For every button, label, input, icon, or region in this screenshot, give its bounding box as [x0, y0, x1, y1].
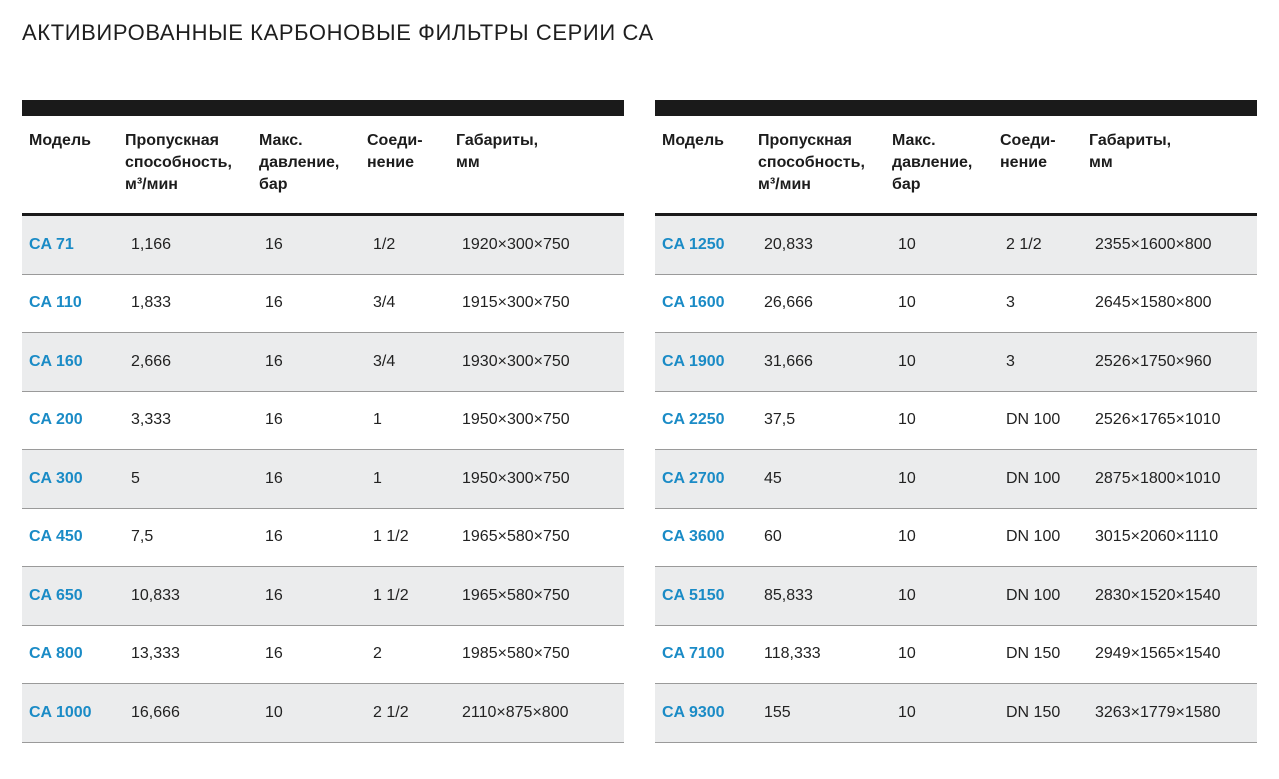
connection-cell: 1	[373, 469, 382, 487]
model-cell: CA 200	[29, 411, 83, 429]
connection-cell: DN 100	[1006, 469, 1061, 487]
flow-cell: 37,5	[764, 411, 796, 429]
flow-cell: 31,666	[764, 352, 813, 370]
connection-cell: DN 100	[1006, 411, 1061, 429]
header-connection: Соеди- нение	[367, 132, 423, 171]
connection-cell: 1 1/2	[373, 528, 409, 546]
connection-cell: 2 1/2	[373, 703, 409, 721]
dimensions-cell: 2526×1765×1010	[1095, 411, 1221, 429]
table-row	[22, 450, 624, 509]
flow-cell: 60	[764, 528, 782, 546]
flow-cell: 3,333	[131, 411, 172, 429]
specs-table-left	[22, 100, 624, 743]
table-row	[22, 216, 624, 275]
pressure-cell: 10	[898, 586, 916, 604]
table-row	[22, 626, 624, 685]
table-row	[655, 509, 1257, 568]
model-cell: CA 9300	[662, 703, 725, 721]
flow-cell: 13,333	[131, 645, 180, 663]
flow-cell: 5	[131, 469, 140, 487]
dimensions-cell: 3015×2060×1110	[1095, 528, 1219, 546]
flow-cell: 1,166	[131, 235, 172, 253]
dimensions-cell: 3263×1779×1580	[1095, 703, 1221, 721]
model-cell: CA 1900	[662, 352, 725, 370]
header-model: Модель	[662, 132, 724, 149]
table-row	[655, 450, 1257, 509]
table-row	[22, 567, 624, 626]
model-cell: CA 2700	[662, 469, 725, 487]
table-row	[655, 626, 1257, 685]
header-dimensions: Габариты, мм	[1089, 132, 1172, 171]
pressure-cell: 10	[898, 469, 916, 487]
dimensions-cell: 1930×300×750	[462, 352, 570, 370]
connection-cell: DN 150	[1006, 703, 1061, 721]
table-row	[655, 333, 1257, 392]
dimensions-cell: 1915×300×750	[462, 294, 570, 312]
dimensions-cell: 2645×1580×800	[1095, 294, 1212, 312]
page-title: АКТИВИРОВАННЫЕ КАРБОНОВЫЕ ФИЛЬТРЫ СЕРИИ СА	[22, 20, 654, 45]
connection-cell: 3/4	[373, 294, 396, 312]
header-pressure: Макс. давление, бар	[892, 132, 973, 193]
pressure-cell: 10	[898, 294, 916, 312]
table-row	[655, 216, 1257, 275]
specs-table-right	[655, 100, 1257, 743]
model-cell: CA 650	[29, 586, 83, 604]
model-cell: CA 3600	[662, 528, 725, 546]
flow-cell: 155	[764, 703, 791, 721]
model-cell: CA 160	[29, 352, 83, 370]
table-row	[22, 684, 624, 743]
model-cell: CA 450	[29, 528, 83, 546]
dimensions-cell: 1965×580×750	[462, 528, 570, 546]
pressure-cell: 10	[898, 528, 916, 546]
flow-cell: 20,833	[764, 235, 813, 253]
pressure-cell: 16	[265, 294, 283, 312]
header-dimensions: Габариты, мм	[456, 132, 539, 171]
flow-cell: 10,833	[131, 586, 180, 604]
dimensions-cell: 1950×300×750	[462, 469, 570, 487]
header-flow: Пропускная способность, м³/мин	[758, 132, 865, 193]
table-top-bar	[655, 100, 1257, 116]
pressure-cell: 16	[265, 528, 283, 546]
connection-cell: 2	[373, 645, 382, 663]
model-cell: CA 71	[29, 235, 74, 253]
table-header-row	[22, 116, 624, 216]
dimensions-cell: 1965×580×750	[462, 586, 570, 604]
flow-cell: 2,666	[131, 352, 172, 370]
connection-cell: 2 1/2	[1006, 235, 1042, 253]
dimensions-cell: 1920×300×750	[462, 235, 570, 253]
table-row	[22, 333, 624, 392]
pressure-cell: 16	[265, 352, 283, 370]
header-connection: Соеди- нение	[1000, 132, 1056, 171]
header-model: Модель	[29, 132, 91, 149]
table-row	[22, 392, 624, 451]
connection-cell: DN 150	[1006, 645, 1061, 663]
flow-cell: 26,666	[764, 294, 813, 312]
pressure-cell: 10	[898, 235, 916, 253]
flow-cell: 118,333	[764, 645, 821, 663]
table-row	[655, 275, 1257, 334]
pressure-cell: 16	[265, 469, 283, 487]
dimensions-cell: 2949×1565×1540	[1095, 645, 1221, 663]
table-row	[655, 392, 1257, 451]
model-cell: CA 300	[29, 469, 83, 487]
dimensions-cell: 1985×580×750	[462, 645, 570, 663]
model-cell: CA 1000	[29, 703, 92, 721]
connection-cell: 1 1/2	[373, 586, 409, 604]
table-row	[655, 684, 1257, 743]
flow-cell: 16,666	[131, 703, 180, 721]
header-flow: Пропускная способность, м³/мин	[125, 132, 232, 193]
connection-cell: 1/2	[373, 235, 396, 253]
dimensions-cell: 2875×1800×1010	[1095, 469, 1221, 487]
model-cell: CA 5150	[662, 586, 725, 604]
dimensions-cell: 1950×300×750	[462, 411, 570, 429]
pressure-cell: 10	[898, 703, 916, 721]
header-pressure: Макс. давление, бар	[259, 132, 340, 193]
model-cell: CA 2250	[662, 411, 725, 429]
connection-cell: DN 100	[1006, 586, 1061, 604]
pressure-cell: 16	[265, 411, 283, 429]
table-top-bar	[22, 100, 624, 116]
pressure-cell: 16	[265, 586, 283, 604]
table-body	[22, 216, 624, 743]
model-cell: CA 1600	[662, 294, 725, 312]
table-body	[655, 216, 1257, 743]
connection-cell: 3	[1006, 294, 1015, 312]
table-header-row	[655, 116, 1257, 216]
flow-cell: 1,833	[131, 294, 172, 312]
pressure-cell: 16	[265, 645, 283, 663]
pressure-cell: 16	[265, 235, 283, 253]
dimensions-cell: 2830×1520×1540	[1095, 586, 1221, 604]
connection-cell: 3	[1006, 352, 1015, 370]
dimensions-cell: 2110×875×800	[462, 703, 569, 721]
connection-cell: 3/4	[373, 352, 396, 370]
pressure-cell: 10	[265, 703, 283, 721]
flow-cell: 85,833	[764, 586, 813, 604]
pressure-cell: 10	[898, 645, 916, 663]
table-row	[655, 567, 1257, 626]
dimensions-cell: 2526×1750×960	[1095, 352, 1212, 370]
flow-cell: 45	[764, 469, 782, 487]
model-cell: CA 1250	[662, 235, 725, 253]
connection-cell: 1	[373, 411, 382, 429]
model-cell: CA 800	[29, 645, 83, 663]
pressure-cell: 10	[898, 352, 916, 370]
dimensions-cell: 2355×1600×800	[1095, 235, 1212, 253]
connection-cell: DN 100	[1006, 528, 1061, 546]
table-row	[22, 275, 624, 334]
flow-cell: 7,5	[131, 528, 154, 546]
model-cell: CA 110	[29, 294, 82, 312]
model-cell: CA 7100	[662, 645, 725, 663]
pressure-cell: 10	[898, 411, 916, 429]
table-row	[22, 509, 624, 568]
